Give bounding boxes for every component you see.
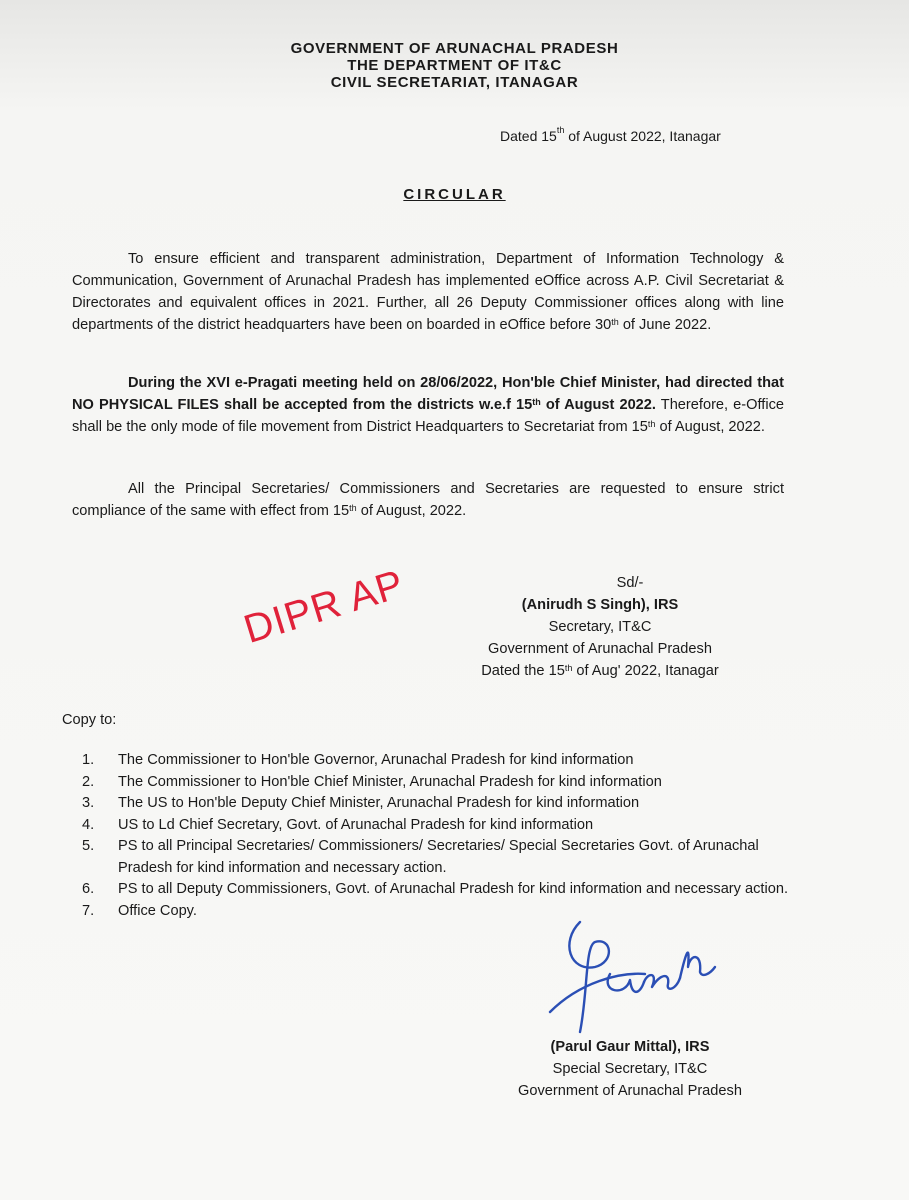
sd-mark: Sd/- <box>616 575 644 591</box>
signatory-2-name: (Parul Gaur Mittal), IRS <box>550 1039 710 1055</box>
document-title: CIRCULAR <box>403 186 506 203</box>
paragraph-3: All the Principal Secretaries/ Commissioners and Secretaries are requested to ensure strict compliance of the same with effect from 15th of August, 2022. <box>72 481 784 519</box>
copy-to-label: Copy to: <box>62 712 117 728</box>
paragraph-1: To ensure efficient and transparent administration, Department of Information Technology & Communication, Government of Arunachal Pradesh has implemented eOffice across A.P. Civil Secretariat & Directorates and equivalent offices in 2021. Further, all 26 Deputy Commissioner offices along with line departments of the district headquarters have been on boarded in eOffice before 30th of June 2022. <box>72 251 784 333</box>
list-item: 2. The Commissioner to Hon'ble Chief Minister, Arunachal Pradesh for kind information <box>82 773 662 790</box>
list-item: 7. Office Copy. <box>82 902 197 919</box>
dipr-stamp: DIPR AP <box>238 561 410 653</box>
circular-date: Dated 15th of August 2022, Itanagar <box>500 125 721 144</box>
signatory-1-org: Government of Arunachal Pradesh <box>488 641 712 657</box>
list-item: 6. PS to all Deputy Commissioners, Govt. of Arunachal Pradesh for kind information and necessary action. <box>82 881 789 897</box>
signatory-2-org: Government of Arunachal Pradesh <box>518 1083 742 1099</box>
paragraph-2: During the XVI e-Pragati meeting held on 28/06/2022, Hon'ble Chief Minister, had directed that NO PHYSICAL FILES shall be accepted from the districts w.e.f 15th of August 2022. Therefore, e-Office shall be the only mode of file movement from District Headquarters to Secretariat from 15th of August, 2022. <box>72 375 784 435</box>
header-line-secretariat: CIVIL SECRETARIAT, ITANAGAR <box>330 74 579 91</box>
signatory-2-designation: Special Secretary, IT&C <box>552 1061 708 1077</box>
handwritten-signature <box>540 912 720 1042</box>
signatory-1-name: (Anirudh S Singh), IRS <box>521 597 679 613</box>
copy-to-list <box>82 750 802 922</box>
header-line-department: THE DEPARTMENT OF IT&C <box>347 57 562 74</box>
list-item: 5. PS to all Principal Secretaries/ Commissioners/ Secretaries/ Special Secretaries Govt. of Arunachal Pradesh for kind information and necessary action. <box>82 838 759 876</box>
signatory-2-block <box>470 1036 790 1102</box>
signatory-1-block <box>440 572 760 682</box>
signatory-1-date: Dated the 15th of Aug' 2022, Itanagar <box>481 663 719 679</box>
signatory-1-designation: Secretary, IT&C <box>548 619 652 635</box>
header-line-govt: GOVERNMENT OF ARUNACHAL PRADESH <box>290 40 619 57</box>
list-item: 3. The US to Hon'ble Deputy Chief Minister, Arunachal Pradesh for kind information <box>82 795 640 811</box>
list-item: 1. The Commissioner to Hon'ble Governor, Arunachal Pradesh for kind information <box>82 752 634 768</box>
list-item: 4. US to Ld Chief Secretary, Govt. of Arunachal Pradesh for kind information <box>82 816 594 833</box>
